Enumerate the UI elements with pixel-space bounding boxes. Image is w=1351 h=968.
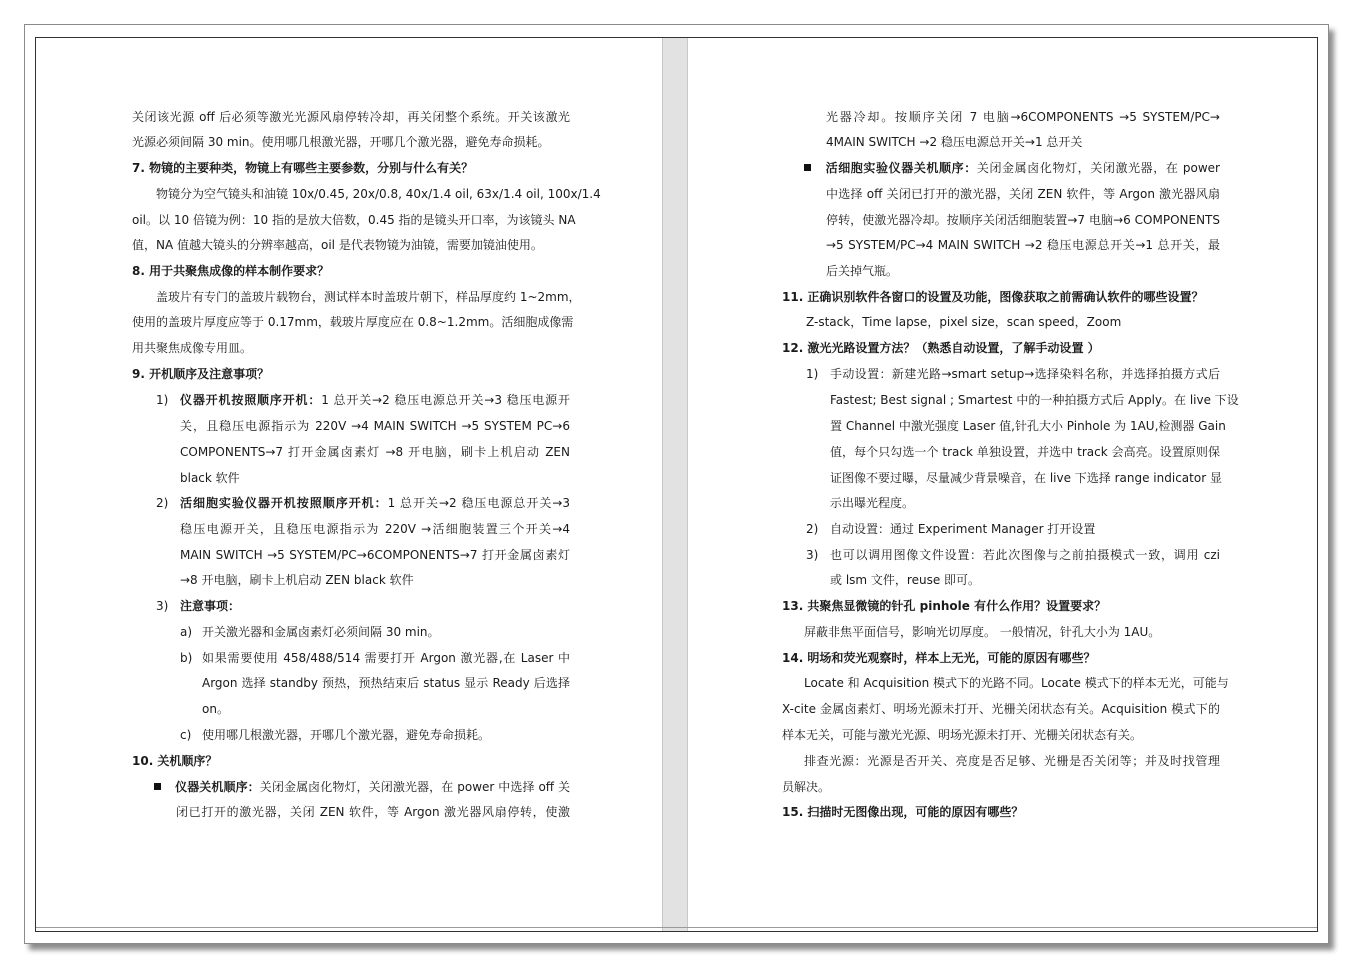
page-gutter bbox=[662, 38, 688, 931]
list-item-line: on。 bbox=[202, 702, 229, 716]
list-item-line: 关，且稳压电源指示为 220V →4 MAIN SWITCH →5 SYSTEM PC→6 bbox=[180, 419, 570, 433]
list-number: 3) bbox=[156, 599, 169, 613]
bullet-item-text: 关闭金属卤化物灯，关闭激光器，在 power 中选择 off 关 bbox=[259, 780, 570, 794]
list-item-title: 活细胞实验仪器开机按照顺序开机： bbox=[180, 496, 388, 510]
text-line: 样本无关，可能与激光光源、明场光源未打开、光栅关闭状态有关。 bbox=[782, 728, 1143, 742]
text-line: 光源必须间隔 30 min。使用哪几根激光器，开哪几个激光器，避免寿命损耗。 bbox=[132, 135, 550, 149]
text-line: Locate 和 Acquisition 模式下的光路不同。Locate 模式下的样本无光，可能与 bbox=[804, 676, 1229, 690]
question-heading-12: 12. 激光光路设置方法？（熟悉自动设置，了解手动设置 ） bbox=[782, 341, 1100, 355]
bullet-item-line: 4MAIN SWITCH →2 稳压电源总开关→1 总开关 bbox=[826, 135, 1083, 149]
document-window bbox=[24, 24, 1329, 944]
list-letter: a) bbox=[180, 625, 193, 639]
list-number: 3) bbox=[806, 548, 819, 562]
text-line: 用共聚焦成像专用皿。 bbox=[132, 341, 253, 355]
bullet-item-line: 中选择 off 关闭已打开的激光器，关闭 ZEN 软件，等 Argon 激光器风扇 bbox=[826, 187, 1220, 201]
list-item-title: 注意事项： bbox=[180, 599, 241, 613]
question-heading-15: 15. 扫描时无图像出现，可能的原因有哪些？ bbox=[782, 805, 1024, 819]
text-line: X-cite 金属卤素灯、明场光源未打开、光栅关闭状态有关。Acquisition 模式下的 bbox=[782, 702, 1220, 716]
question-heading-13: 13. 共聚焦显微镜的针孔 pinhole 有什么作用？设置要求？ bbox=[782, 599, 1107, 613]
text-line: 关闭该光源 off 后必须等激光光源风扇停转冷却，再关闭整个系统。开关该激光 bbox=[132, 110, 570, 124]
text-line: 使用的盖玻片厚度应等于 0.17mm，载玻片厚度应在 0.8~1.2mm。活细胞成像需 bbox=[132, 315, 574, 329]
list-item-line: 如果需要使用 458/488/514 需要打开 Argon 激光器,在 Laser 中 bbox=[202, 651, 570, 665]
bullet-item-line bbox=[804, 160, 1220, 177]
list-item-line: Fastest; Best signal ; Smartest 中的一种拍摄方式后 Apply。在 live 下设 bbox=[830, 393, 1239, 407]
list-item-line: COMPONENTS→7 打开金属卤素灯 →8 开电脑，刷卡上机启动 ZEN bbox=[180, 445, 570, 459]
question-heading-14: 14. 明场和荧光观察时，样本上无光，可能的原因有哪些？ bbox=[782, 651, 1096, 665]
bullet-item-title: 活细胞实验仪器关机顺序： bbox=[825, 161, 977, 175]
list-item-line bbox=[180, 392, 570, 409]
list-item-line: 示出曝光程度。 bbox=[830, 496, 915, 510]
list-number: 2) bbox=[156, 496, 169, 510]
question-heading-7: 7. 物镜的主要种类，物镜上有哪些主要参数，分别与什么有关？ bbox=[132, 161, 474, 175]
question-heading-8: 8. 用于共聚焦成像的样本制作要求？ bbox=[132, 264, 330, 278]
bullet-item-line: 闭已打开的激光器，关闭 ZEN 软件，等 Argon 激光器风扇停转，使激 bbox=[176, 805, 570, 819]
list-letter: c) bbox=[180, 728, 192, 742]
two-page-spread bbox=[35, 37, 1318, 932]
list-item-line: 证图像不要过曝，尽量减少背景噪音，在 live 下选择 range indicator 显 bbox=[830, 471, 1222, 485]
bullet-item-text: 关闭金属卤化物灯，关闭激光器，在 power bbox=[976, 161, 1220, 175]
list-item-line bbox=[180, 495, 570, 512]
list-item-line: Argon 选择 standby 预热，预热结束后 status 显示 Ready 后选择 bbox=[202, 676, 570, 690]
text-line: 盖玻片有专门的盖玻片载物台，测试样本时盖玻片朝下，样品厚度约 1~2mm， bbox=[156, 290, 581, 304]
list-item-line: 或 lsm 文件，reuse 即可。 bbox=[830, 573, 981, 587]
square-bullet-icon bbox=[154, 783, 161, 790]
text-line: Z-stack，Time lapse，pixel size，scan speed，Zoom bbox=[806, 315, 1122, 329]
list-item-line: 稳压电源开关，且稳压电源指示为 220V →活细胞装置三个开关→4 bbox=[180, 522, 570, 536]
list-item-line: 使用哪几根激光器，开哪几个激光器，避免寿命损耗。 bbox=[202, 728, 491, 742]
text-line: 物镜分为空气镜头和油镜 10x/0.45, 20x/0.8, 40x/1.4 oil, 63x/1.4 oil, 100x/1.4 bbox=[156, 187, 601, 201]
bullet-item-line bbox=[154, 779, 570, 796]
text-line: 排查光源：光源是否开关、亮度是否足够、光栅是否关闭等；并及时找管理 bbox=[804, 754, 1220, 768]
question-heading-10: 10. 关机顺序？ bbox=[132, 754, 218, 768]
list-letter: b) bbox=[180, 651, 193, 665]
bullet-item-line: 停转，使激光器冷却。按顺序关闭活细胞装置→7 电脑→6 COMPONENTS bbox=[826, 213, 1220, 227]
list-item-text: 1 总开关→2 稳压电源总开关→3 稳压电源开 bbox=[321, 393, 570, 407]
list-number: 2) bbox=[806, 522, 819, 536]
question-heading-11: 11. 正确识别软件各窗口的设置及功能，图像获取之前需确认软件的哪些设置？ bbox=[782, 290, 1204, 304]
list-number: 1) bbox=[806, 367, 819, 381]
list-item-line: 手动设置：新建光路→smart setup→选择染料名称，并选择拍摄方式后 bbox=[830, 367, 1220, 381]
list-item-text: 1 总开关→2 稳压电源总开关→3 bbox=[387, 496, 570, 510]
list-item-line: 置 Channel 中激光强度 Laser 值,针孔大小 Pinhole 为 1AU,检测器 Gain bbox=[830, 419, 1226, 433]
list-item-line: black 软件 bbox=[180, 471, 240, 485]
page-bottom-edge bbox=[36, 927, 1317, 928]
list-item-line: →8 开电脑，刷卡上机启动 ZEN black 软件 bbox=[180, 573, 414, 587]
question-heading-9: 9. 开机顺序及注意事项？ bbox=[132, 367, 270, 381]
list-item-line: 值，每个只勾选一个 track 单独设置，并选中 track 会高亮。设置原则保 bbox=[830, 445, 1220, 459]
text-line: oil。以 10 倍镜为例：10 指的是放大倍数，0.45 指的是镜头开口率，为该镜头 NA bbox=[132, 213, 576, 227]
list-item-line: 开关激光器和金属卤素灯必须间隔 30 min。 bbox=[202, 625, 440, 639]
list-item-line: MAIN SWITCH →5 SYSTEM/PC→6COMPONENTS→7 打开金属卤素灯 bbox=[180, 548, 570, 562]
text-line: 值，NA 值越大镜头的分辨率越高，oil 是代表物镜为油镜，需要加镜油使用。 bbox=[132, 238, 543, 252]
list-item-title: 仪器开机按照顺序开机： bbox=[180, 393, 322, 407]
bullet-item-line: →5 SYSTEM/PC→4 MAIN SWITCH →2 稳压电源总开关→1 总开关，最 bbox=[826, 238, 1220, 252]
bullet-item-title: 仪器关机顺序： bbox=[175, 780, 260, 794]
bullet-item-line: 后关掉气瓶。 bbox=[826, 264, 899, 278]
list-item-line: 自动设置：通过 Experiment Manager 打开设置 bbox=[830, 522, 1096, 536]
square-bullet-icon bbox=[804, 164, 811, 171]
text-line: 员解决。 bbox=[782, 780, 831, 794]
list-number: 1) bbox=[156, 393, 169, 407]
text-line: 屏蔽非焦平面信号，影响光切厚度。 一般情况，针孔大小为 1AU。 bbox=[804, 625, 1161, 639]
bullet-item-line: 光器冷却。按顺序关闭 7 电脑→6COMPONENTS →5 SYSTEM/PC→ bbox=[826, 110, 1220, 124]
list-item-line: 也可以调用图像文件设置：若此次图像与之前拍摄模式一致，调用 czi bbox=[830, 548, 1220, 562]
